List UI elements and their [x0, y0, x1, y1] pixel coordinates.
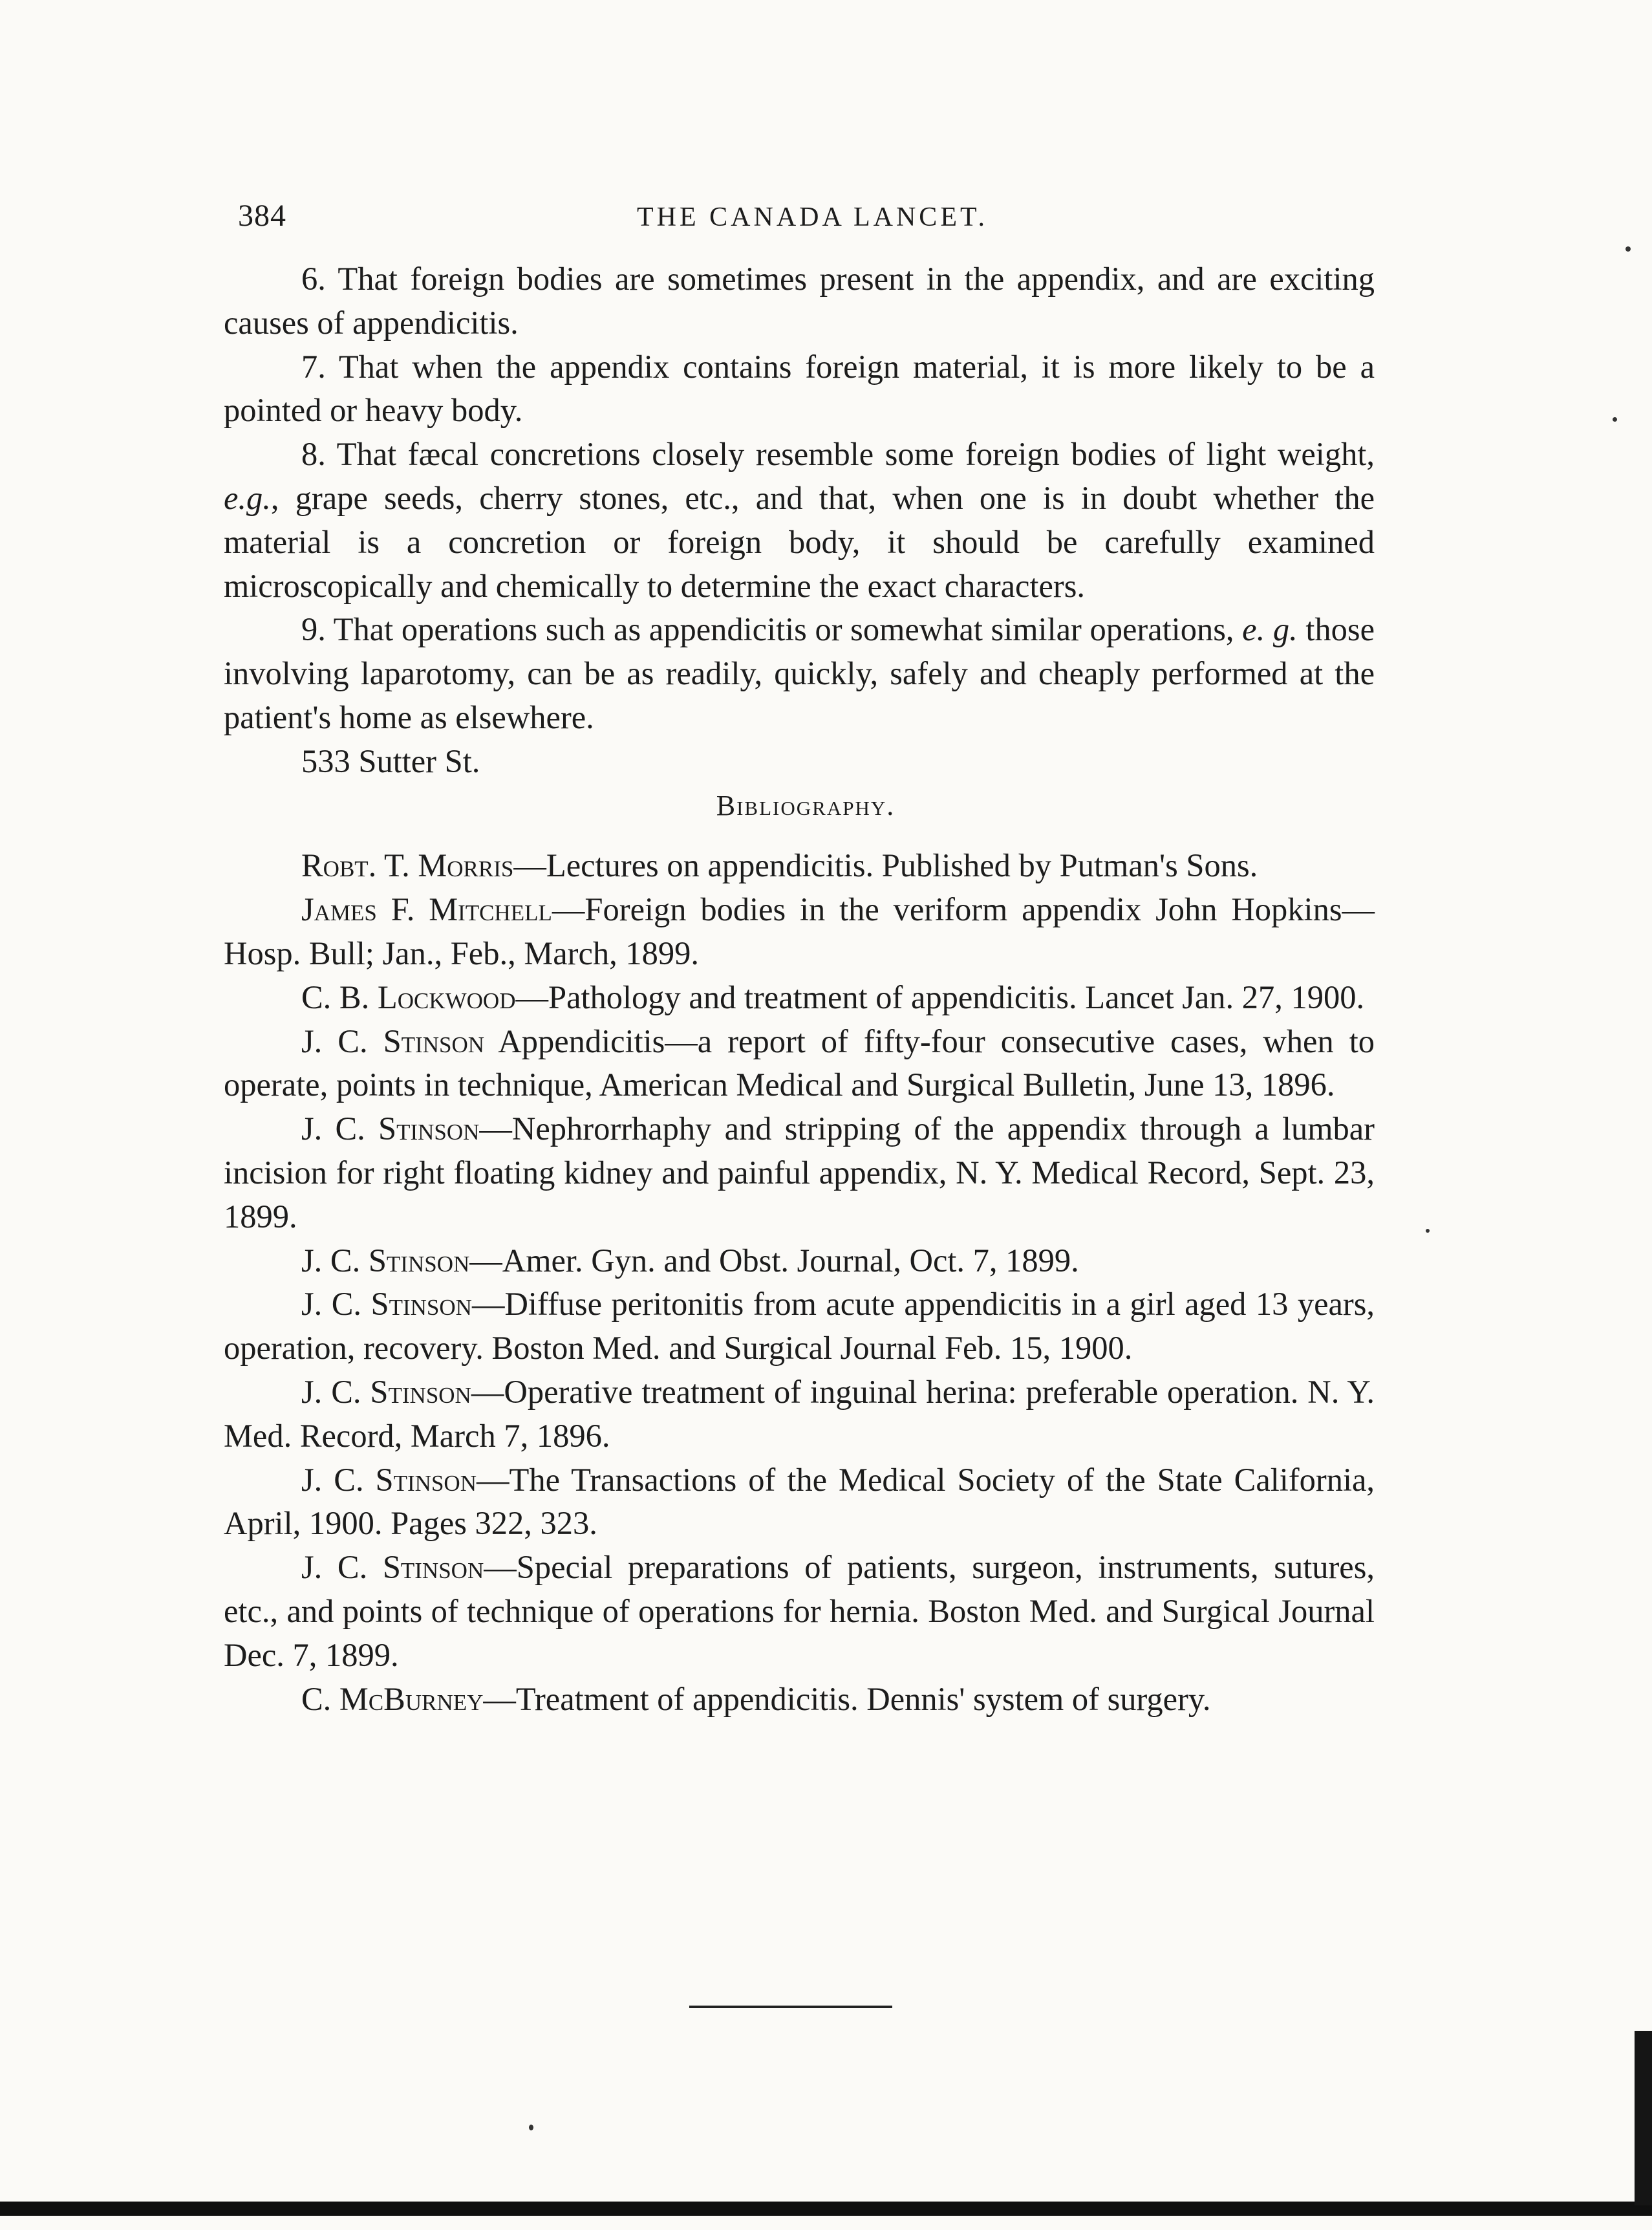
scan-speck — [1426, 1229, 1430, 1233]
bib-text: —Foreign bodies in the veriform appendix John Hopkins—Hosp. Bull; Jan., Feb., March, 1899. — [224, 891, 1375, 971]
bib-entry — [224, 1239, 1375, 1283]
page-number: 384 — [238, 199, 286, 233]
bib-entry — [224, 1370, 1375, 1458]
bib-author: Robt. T. Morris — [301, 847, 514, 884]
bib-text: —The Transactions of the Medical Society of the State California, April, 1900. Pages 322, 323. — [224, 1461, 1375, 1542]
bib-text: —Amer. Gyn. and Obst. Journal, Oct. 7, 1899. — [469, 1242, 1079, 1279]
bib-entry — [224, 1546, 1375, 1677]
bib-text: —Special preparations of patients, surgeon, instruments, sutures, etc., and points of technique of operations for hernia. Boston Med. and Surgical Journal Dec. 7, 1899. — [224, 1549, 1375, 1673]
section-divider-rule — [689, 2006, 892, 2008]
bib-author: James F. Mitchell — [301, 891, 552, 928]
bibliography-heading: Bibliography. — [716, 789, 896, 821]
scan-speck — [1625, 246, 1631, 252]
bib-author: J. C. Stinson — [301, 1242, 470, 1279]
bib-author: J. C. Stinson — [301, 1110, 480, 1147]
bib-entry — [224, 1020, 1375, 1108]
eg-abbrev: e.g. — [224, 479, 271, 516]
paragraph-8 — [224, 433, 1375, 608]
bib-author: J. C. Stinson — [301, 1461, 477, 1498]
paragraph-9-rest: those involving laparotomy, can be as readily, quickly, safely and cheaply performed at the patient's home as elsewhere. — [224, 611, 1375, 735]
bib-text: —Treatment of appendicitis. Dennis' system of surgery. — [483, 1680, 1211, 1717]
bib-author: C. McBurney — [301, 1680, 484, 1717]
bib-entry — [224, 1283, 1375, 1370]
bib-entry — [224, 1458, 1375, 1546]
bib-entry — [224, 844, 1375, 888]
paragraph-6: 6. That foreign bodies are sometimes present in the appendix, and are exciting causes of appendicitis. — [224, 261, 1375, 341]
page-body — [224, 257, 1375, 1721]
scan-speck — [529, 2125, 533, 2130]
author-address: 533 Sutter St. — [301, 742, 480, 779]
bib-text: —Diffuse peritonitis from acute appendicitis in a girl aged 13 years, operation, recovery. Boston Med. and Surgical Journal Feb. 15, 1900. — [224, 1286, 1375, 1367]
bib-author: J. C. Stinson — [301, 1286, 472, 1323]
bib-text: —Nephrorrhaphy and stripping of the appendix through a lumbar incision for right floating kidney and painful appendix, N. Y. Medical Record, Sept. 23, 1899. — [224, 1110, 1375, 1235]
paragraph-9-start: 9. That operations such as appendicitis or somewhat similar operations, — [301, 611, 1243, 648]
bib-author: J. C. Stinson — [301, 1549, 484, 1586]
paragraph-8-start: 8. That fæcal concretions closely resemble some foreign bodies of light weight, — [301, 436, 1375, 473]
paragraph-9 — [224, 608, 1375, 739]
bib-text: —Lectures on appendicitis. Published by Putman's Sons. — [513, 847, 1258, 884]
bib-text: Appendicitis—a report of fifty-four consecutive cases, when to operate, points in technique, American Medical and Surgical Bulletin, June 13, 1896. — [224, 1023, 1375, 1103]
bib-text: —Pathology and treatment of appendicitis. Lancet Jan. 27, 1900. — [515, 979, 1365, 1015]
paragraph-8-rest: , grape seeds, cherry stones, etc., and that, when one is in doubt whether the material is a concretion or foreign body, it should be carefully examined microscopically and chemically to determine the exact characters. — [224, 479, 1375, 604]
bib-entry — [224, 1107, 1375, 1239]
eg-abbrev: e. g. — [1242, 611, 1298, 648]
bib-entry — [224, 1678, 1375, 1722]
scan-right-edge-shadow — [1635, 2031, 1652, 2205]
bib-author: J. C. Stinson — [301, 1023, 485, 1059]
bib-text: —Operative treatment of inguinal herina: preferable operation. N. Y. Med. Record, March 7, 1896. — [224, 1373, 1375, 1454]
bib-entry — [224, 888, 1375, 976]
paragraph-7: 7. That when the appendix contains foreign material, it is more likely to be a pointed or heavy body. — [224, 348, 1375, 429]
scan-speck — [1613, 417, 1617, 422]
scan-bottom-edge-bar — [0, 2202, 1652, 2216]
bibliography-list — [224, 844, 1375, 1721]
bib-entry — [224, 976, 1375, 1020]
running-title: THE CANADA LANCET. — [637, 202, 989, 232]
bib-author: J. C. Stinson — [301, 1373, 471, 1410]
bib-author: C. B. Lockwood — [301, 979, 516, 1015]
